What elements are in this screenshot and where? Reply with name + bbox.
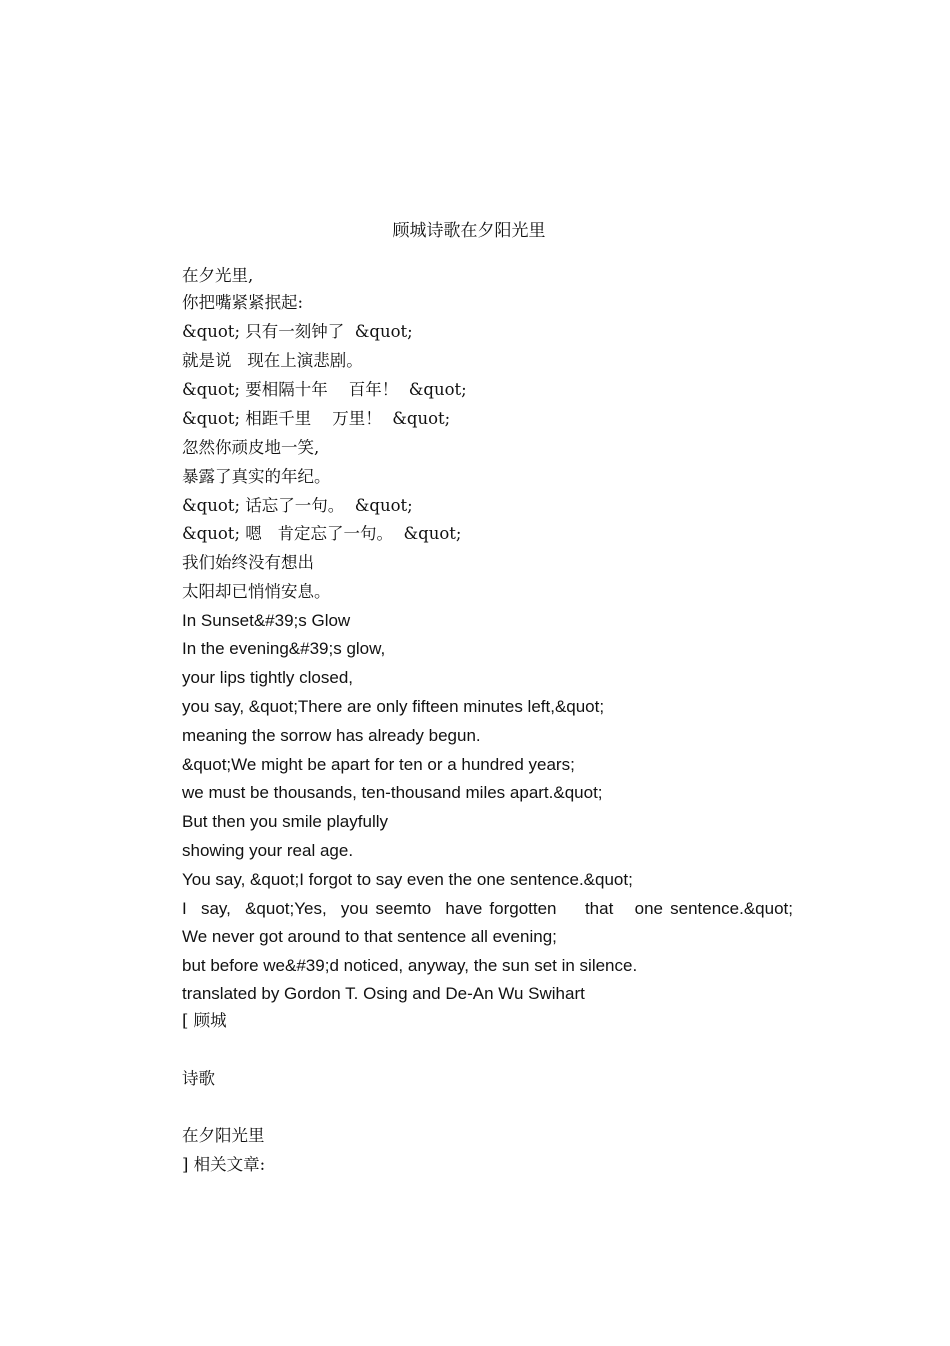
zh-poem-line-8: 暴露了真实的年纪。 xyxy=(182,467,331,486)
en-poem-line-3: you say, &quot;There are only fifteen minutes left,&quot; xyxy=(182,697,605,716)
en-poem-line-8: showing your real age. xyxy=(182,841,354,860)
en-poem-line-4: meaning the sorrow has already begun. xyxy=(182,726,481,745)
en-poem-line-7: But then you smile playfully xyxy=(182,812,388,831)
en-poem-line-10: I say, &quot;Yes, you seemto have forgotten that one sentence.&quot; xyxy=(182,899,793,918)
translator-credit: translated by Gordon T. Osing and De-An Wu Swihart xyxy=(182,984,585,1003)
footer-poetry: 诗歌 xyxy=(182,1069,215,1088)
zh-poem-line-12: 太阳却已悄悄安息。 xyxy=(182,582,331,601)
zh-poem-line-2: 你把嘴紧紧抿起: xyxy=(182,293,304,312)
footer-related-articles: ] 相关文章: xyxy=(182,1155,266,1174)
zh-poem-line-10: &quot; 嗯 肯定忘了一句。 &quot; xyxy=(182,524,462,543)
en-poem-title: In Sunset&#39;s Glow xyxy=(182,611,351,630)
en-poem-line-6: we must be thousands, ten-thousand miles apart.&quot; xyxy=(182,783,603,802)
footer-poem-title: 在夕阳光里 xyxy=(182,1126,265,1145)
en-poem-line-11: We never got around to that sentence all evening; xyxy=(182,927,557,946)
en-poem-line-2: your lips tightly closed, xyxy=(182,668,354,687)
zh-poem-line-11: 我们始终没有想出 xyxy=(182,553,314,572)
zh-poem-line-9: &quot; 话忘了一句。 &quot; xyxy=(182,496,413,515)
en-poem-line-5: &quot;We might be apart for ten or a hundred years; xyxy=(182,755,575,774)
zh-poem-line-4: 就是说 现在上演悲剧。 xyxy=(182,351,363,370)
zh-poem-line-5: &quot; 要相隔十年 百年！ &quot; xyxy=(182,380,467,399)
document-title: 顾城诗歌在夕阳光里 xyxy=(392,221,546,241)
zh-poem-line-6: &quot; 相距千里 万里！ &quot; xyxy=(182,409,451,428)
zh-poem-line-7: 忽然你顽皮地一笑, xyxy=(182,438,320,457)
en-poem-line-1: In the evening&#39;s glow, xyxy=(182,639,386,658)
en-poem-line-9: You say, &quot;I forgot to say even the one sentence.&quot; xyxy=(182,870,633,889)
zh-poem-line-1: 在夕光里, xyxy=(182,266,254,285)
footer-bracket-open: [ 顾城 xyxy=(182,1011,227,1030)
zh-poem-line-3: &quot; 只有一刻钟了 &quot; xyxy=(182,322,413,341)
en-poem-line-12: but before we&#39;d noticed, anyway, the sun set in silence. xyxy=(182,956,638,975)
